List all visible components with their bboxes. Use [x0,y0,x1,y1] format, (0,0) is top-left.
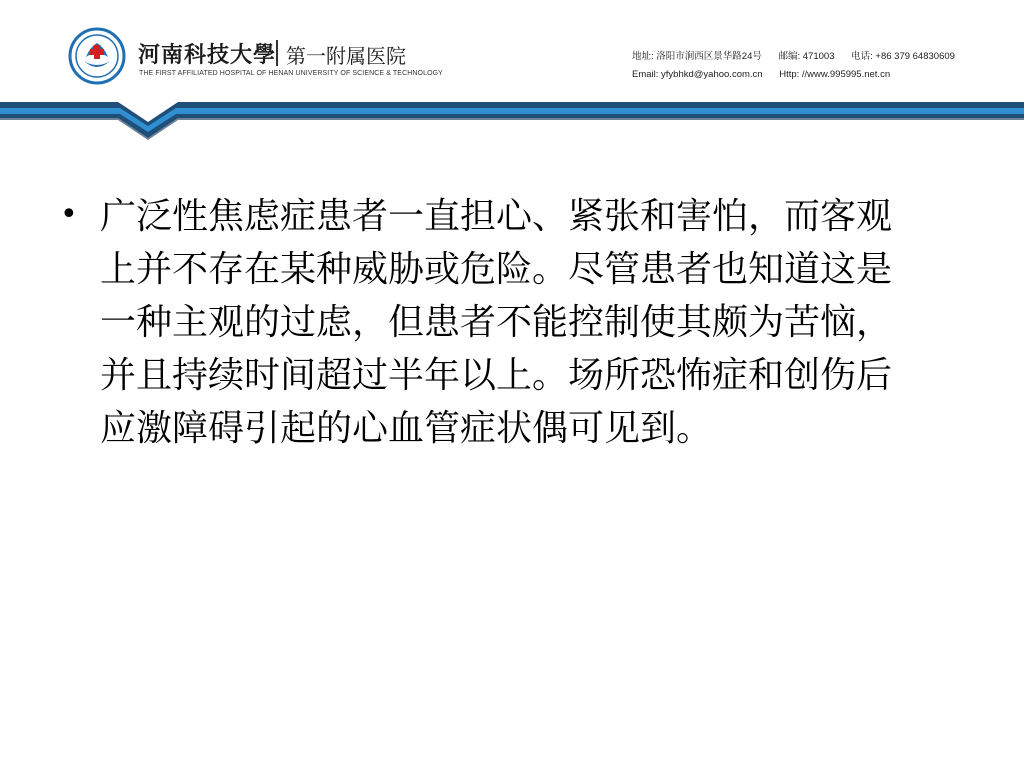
hospital-name-en: THE FIRST AFFILIATED HOSPITAL OF HENAN UNIVERSITY OF SCIENCE & TECHNOLOGY [139,70,443,77]
hospital-dept-cn: 第一附属医院 [286,44,406,68]
hospital-emblem-icon [68,27,126,85]
website-text: Http: //www.995995.net.cn [779,69,891,80]
contact-info [632,48,969,84]
header-band [0,96,1024,140]
contact-line-2 [632,66,969,84]
contact-line-1 [632,48,969,66]
bullet-item [60,190,940,455]
hospital-name-cn: 河南科技大學 [138,42,277,68]
header-divider [276,40,278,66]
email-text: Email: yfybhkd@yahoo.com.cn [632,69,763,80]
slide-content [60,190,940,455]
phone-text: 电话: +86 379 64830609 [851,51,955,62]
slide-header [0,0,1024,140]
bullet-icon: • [60,197,78,232]
bullet-text: 广泛性焦虑症患者一直担心、紧张和害怕，而客观上并不存在某种威胁或危险。尽管患者也知道这是一种主观的过虑，但患者不能控制使其颇为苦恼，并且持续时间超过半年以上。场所恐怖症和创伤后应激障碍引起的心血管症状偶可见到。 [100,196,893,449]
postcode-text: 邮编: 471003 [778,51,835,62]
address-text: 地址: 洛阳市涧西区景华路24号 [632,51,762,62]
